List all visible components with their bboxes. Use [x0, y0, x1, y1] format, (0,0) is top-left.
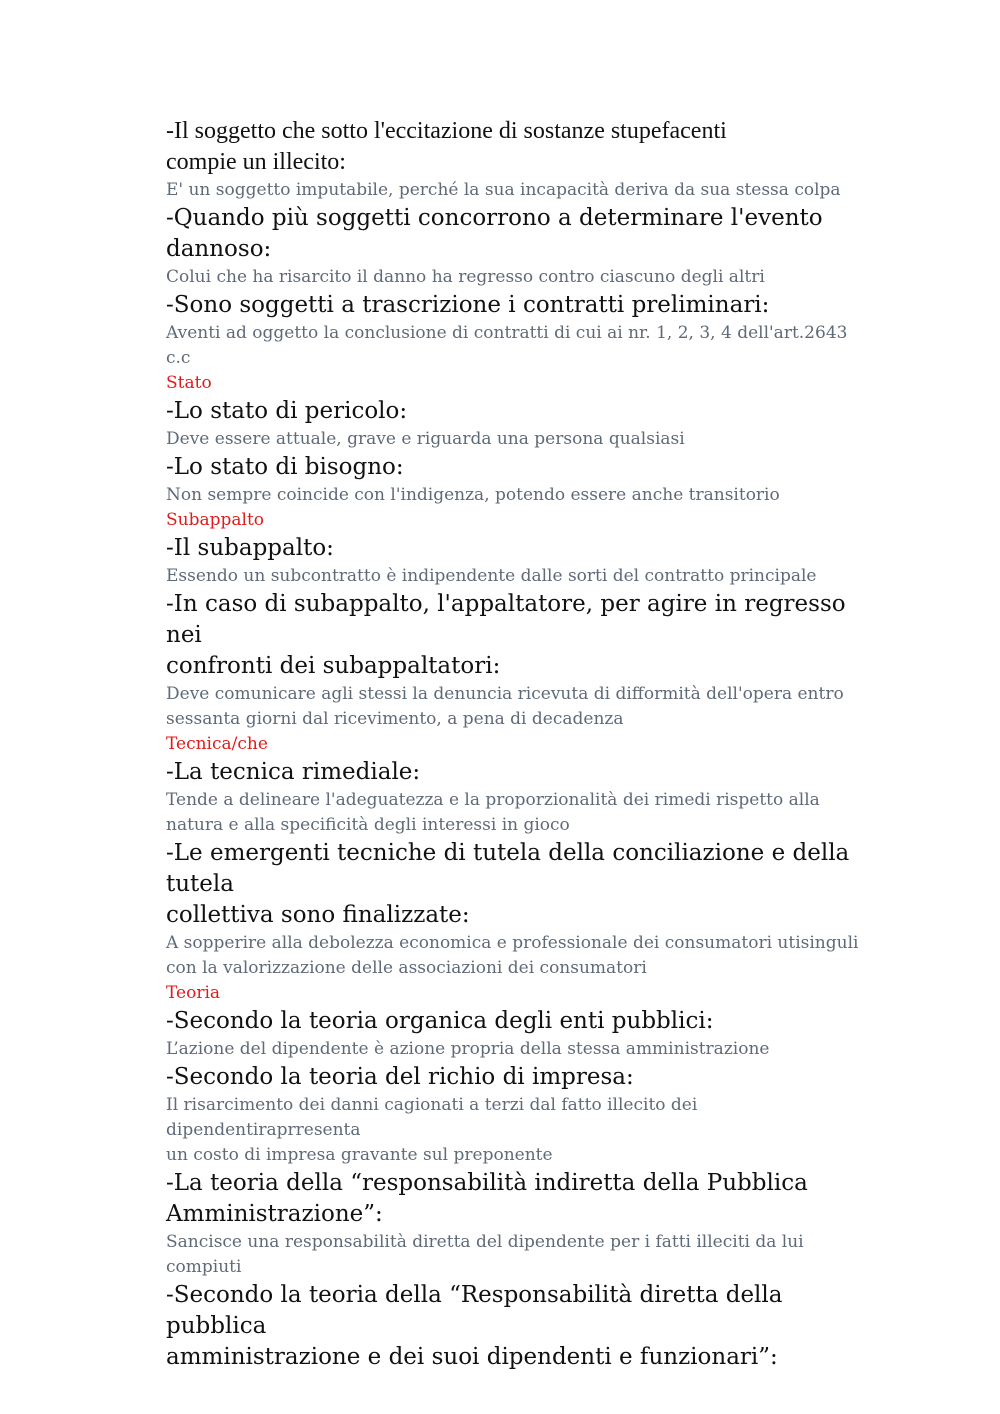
- question-line: -Lo stato di bisogno:: [166, 454, 404, 480]
- document-page: [166, 116, 866, 1373]
- question-line: -Lo stato di pericolo:: [166, 398, 408, 424]
- answer-line: Il risarcimento dei danni cagionati a terzi dal fatto illecito dei dipendentiraprresenta: [166, 1095, 698, 1140]
- question-line: collettiva sono finalizzate:: [166, 902, 470, 928]
- answer-line: Colui che ha risarcito il danno ha regresso contro ciascuno degli altri: [166, 267, 765, 287]
- answer-line: Essendo un subcontratto è indipendente dalle sorti del contratto principale: [166, 566, 817, 586]
- question-line: -La teoria della “responsabilità indiretta della Pubblica: [166, 1170, 808, 1196]
- answer-line: c.c: [166, 348, 191, 368]
- answer-line: Sancisce una responsabilità diretta del dipendente per i fatti illeciti da lui: [166, 1232, 804, 1252]
- answer-line: E' un soggetto imputabile, perché la sua incapacità deriva da sua stessa colpa: [166, 180, 841, 200]
- question-line: compie un illecito:: [166, 149, 346, 175]
- answer-line: A sopperire alla debolezza economica e professionale dei consumatori utisinguli: [166, 933, 859, 953]
- answer-line: sessanta giorni dal ricevimento, a pena di decadenza: [166, 709, 624, 729]
- question-line: amministrazione e dei suoi dipendenti e funzionari”:: [166, 1344, 778, 1370]
- answer-line: natura e alla specificità degli interessi in gioco: [166, 815, 570, 835]
- question-line: -Secondo la teoria della “Responsabilità diretta della pubblica: [166, 1282, 783, 1339]
- answer-line: Deve essere attuale, grave e riguarda una persona qualsiasi: [166, 429, 685, 449]
- answer-line: Tende a delineare l'adeguatezza e la proporzionalità dei rimedi rispetto alla: [166, 790, 820, 810]
- section-heading: Stato: [166, 373, 212, 393]
- answer-line: con la valorizzazione delle associazioni dei consumatori: [166, 958, 647, 978]
- question-line: -Il soggetto che sotto l'eccitazione di sostanze stupefacenti: [166, 118, 727, 144]
- question-line: -Il subappalto:: [166, 535, 334, 561]
- question-line: -La tecnica rimediale:: [166, 759, 421, 785]
- question-line: -Quando più soggetti concorrono a determinare l'evento: [166, 205, 823, 231]
- question-line: -Sono soggetti a trascrizione i contratti preliminari:: [166, 292, 770, 318]
- answer-line: L’azione del dipendente è azione propria della stessa amministrazione: [166, 1039, 770, 1059]
- answer-line: Non sempre coincide con l'indigenza, potendo essere anche transitorio: [166, 485, 780, 505]
- answer-line: un costo di impresa gravante sul preponente: [166, 1145, 553, 1165]
- question-line: -Le emergenti tecniche di tutela della conciliazione e della tutela: [166, 840, 850, 897]
- question-line: dannoso:: [166, 236, 272, 262]
- question-line: -Secondo la teoria organica degli enti pubblici:: [166, 1008, 714, 1034]
- question-line: confronti dei subappaltatori:: [166, 653, 501, 679]
- answer-line: Deve comunicare agli stessi la denuncia ricevuta di difformità dell'opera entro: [166, 684, 844, 704]
- section-heading: Subappalto: [166, 510, 265, 530]
- answer-line: Aventi ad oggetto la conclusione di contratti di cui ai nr. 1, 2, 3, 4 dell'art.2643: [166, 323, 848, 343]
- question-line: Amministrazione”:: [166, 1201, 383, 1227]
- question-line: -Secondo la teoria del richio di impresa:: [166, 1064, 634, 1090]
- section-heading: Teoria: [166, 983, 221, 1003]
- answer-line: compiuti: [166, 1257, 242, 1277]
- question-line: -In caso di subappalto, l'appaltatore, per agire in regresso nei: [166, 591, 846, 648]
- section-heading: Tecnica/che: [166, 734, 268, 754]
